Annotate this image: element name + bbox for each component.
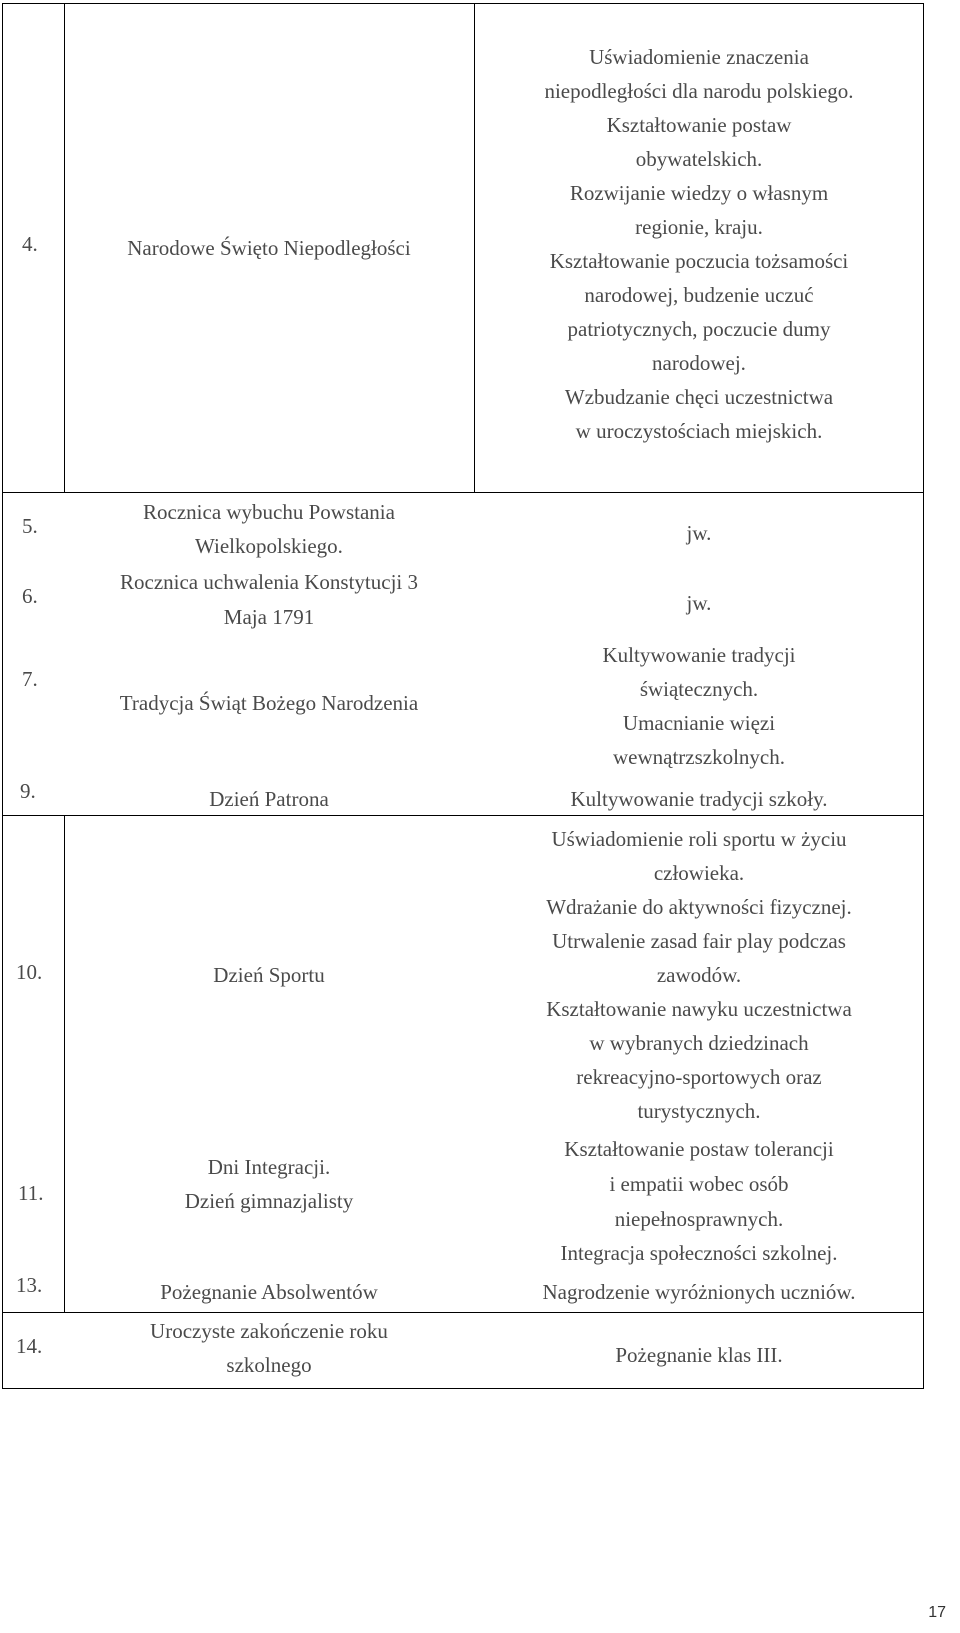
page-number: 17 (928, 1604, 946, 1621)
row-goal-line: Wdrażanie do aktywności fizycznej. (546, 895, 852, 919)
table-border-top (2, 3, 924, 4)
row-goal-line: i empatii wobec osób (609, 1172, 789, 1196)
row-number: 13. (16, 1273, 43, 1297)
row-goal-line: Kształtowanie poczucia tożsamości (549, 249, 849, 273)
row-title: Narodowe Święto Niepodległości (127, 236, 411, 260)
row-number: 10. (16, 960, 43, 984)
row-goal-line: turystycznych. (637, 1099, 761, 1123)
row-title: Pożegnanie Absolwentów (160, 1280, 378, 1304)
row-number: 11. (18, 1181, 44, 1205)
row-goal-line: niepełnosprawnych. (614, 1207, 784, 1231)
row-goal-line: Kształtowanie postaw tolerancji (564, 1137, 834, 1161)
row-goal-line: jw. (686, 521, 712, 545)
row-goal-line: rekreacyjno-sportowych oraz (576, 1065, 822, 1089)
row-number: 5. (22, 514, 38, 538)
row-goal-line: Integracja społeczności szkolnej. (560, 1241, 838, 1265)
row-goal-line: Kształtowanie postaw (606, 113, 792, 137)
row-goal-line: człowieka. (653, 861, 745, 885)
row-title: Wielkopolskiego. (195, 534, 343, 558)
row-goal-line: Utrwalenie zasad fair play podczas (552, 929, 846, 953)
row-goal-line: Kultywowanie tradycji (602, 643, 796, 667)
row-goal-line: narodowej. (652, 351, 746, 375)
row-title: Tradycja Świąt Bożego Narodzenia (119, 691, 419, 715)
row-number: 4. (22, 232, 38, 256)
row-goal-line: narodowej, budzenie uczuć (584, 283, 814, 307)
row-goal-line: Pożegnanie klas III. (615, 1343, 783, 1367)
row-title: Maja 1791 (223, 605, 315, 629)
row-goal-line: w uroczystościach miejskich. (575, 419, 823, 443)
row-goal-line: Umacnianie więzi (622, 711, 776, 735)
row-goal-line: Uświadomienie roli sportu w życiu (551, 827, 847, 851)
row-goal-line: Nagrodzenie wyróżnionych uczniów. (542, 1280, 856, 1304)
column-divider-title (474, 3, 475, 493)
row-goal-line: Rozwijanie wiedzy o własnym (569, 181, 829, 205)
row-goal-line: patriotycznych, poczucie dumy (567, 317, 831, 341)
row-title: Dzień Sportu (213, 963, 325, 987)
table-border-right (923, 3, 924, 1389)
column-divider-number-lower (64, 815, 65, 1313)
column-divider-number (64, 3, 65, 493)
row-goal-line: Uświadomienie znaczenia (589, 45, 809, 69)
row-goal-line: Wzbudzanie chęci uczestnictwa (564, 385, 834, 409)
row-divider-13-14 (2, 1312, 924, 1313)
row-goal-line: w wybranych dziedzinach (589, 1031, 809, 1055)
table-border-left (2, 3, 3, 1389)
row-title: Rocznica wybuchu Powstania (143, 500, 395, 524)
row-goal-line: wewnątrzszkolnych. (612, 745, 786, 769)
row-title: Rocznica uchwalenia Konstytucji 3 (120, 570, 418, 594)
row-number: 7. (22, 667, 38, 691)
row-goal-line: zawodów. (656, 963, 742, 987)
row-goal-line: obywatelskich. (635, 147, 763, 171)
row-title: Dzień gimnazjalisty (184, 1189, 354, 1213)
row-title: szkolnego (226, 1353, 312, 1377)
row-goal-line: niepodległości dla narodu polskiego. (544, 79, 854, 103)
row-goal-line: regionie, kraju. (635, 215, 763, 239)
row-goal-line: Kultywowanie tradycji szkoły. (570, 787, 828, 811)
row-title: Uroczyste zakończenie roku (150, 1319, 388, 1343)
row-title: Dzień Patrona (209, 787, 329, 811)
row-divider-4-5 (2, 492, 924, 493)
row-goal-line: jw. (686, 591, 712, 615)
row-goal-line: Kształtowanie nawyku uczestnictwa (546, 997, 852, 1021)
row-goal-line: świątecznych. (639, 677, 759, 701)
row-number: 6. (22, 584, 38, 608)
table-border-bottom (2, 1388, 924, 1389)
row-title: Dni Integracji. (207, 1155, 331, 1179)
row-number: 14. (16, 1334, 43, 1358)
row-number: 9. (20, 779, 36, 803)
